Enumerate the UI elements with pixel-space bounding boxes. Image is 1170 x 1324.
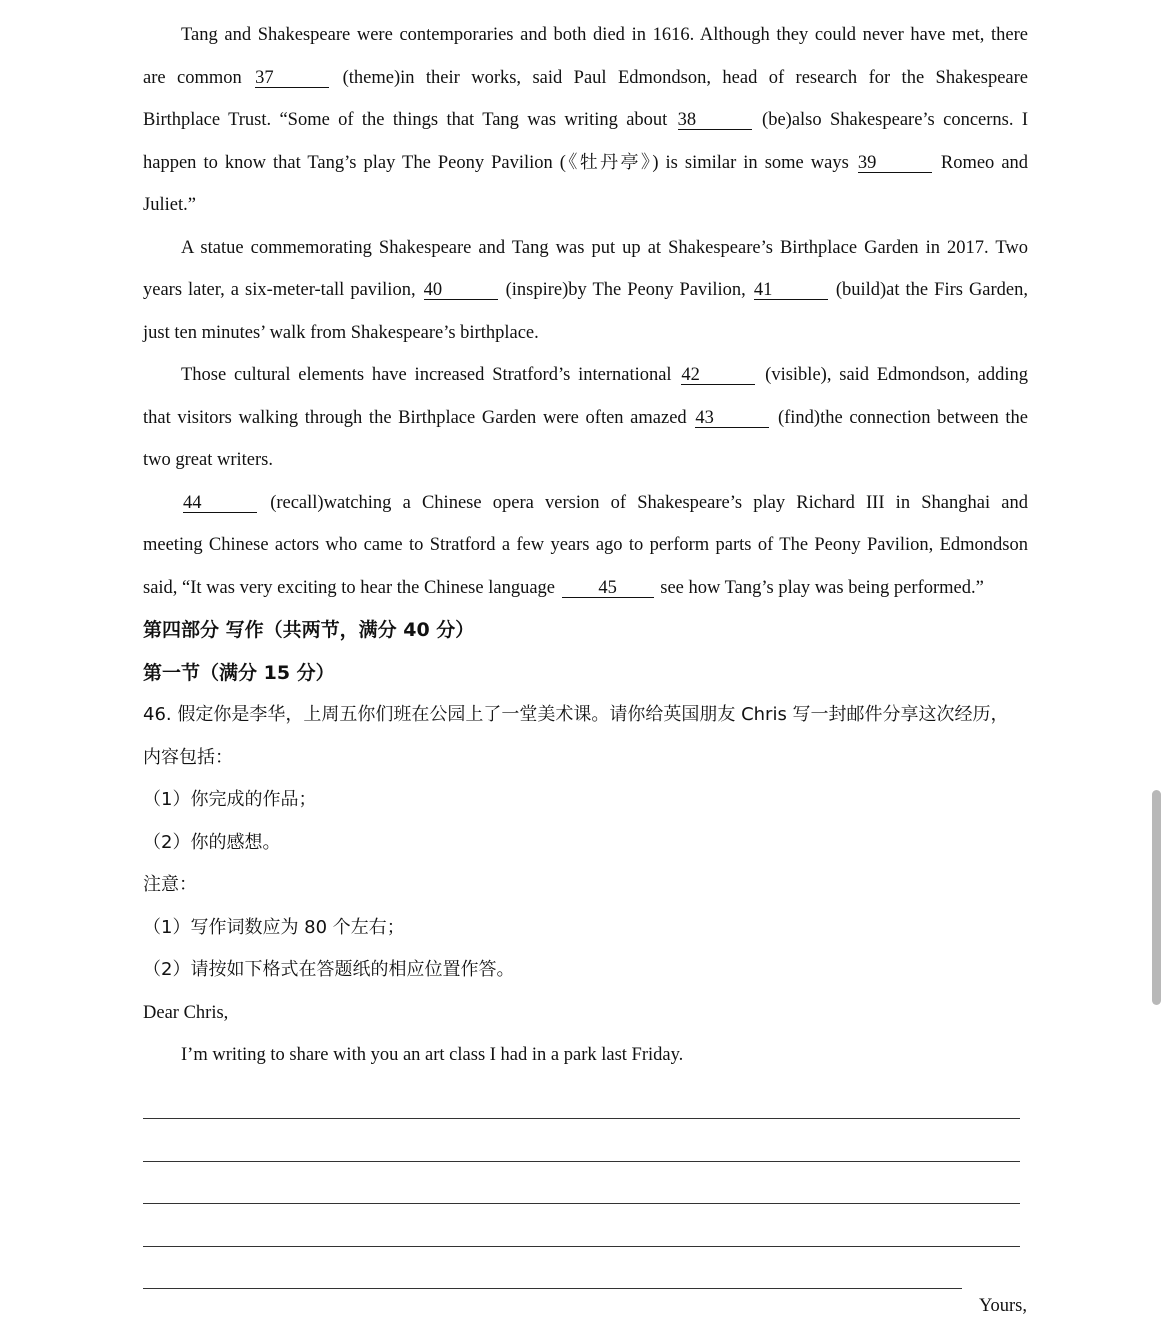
text: (theme)in their works, said Paul Edmondson, head of research for the Shakespeare <box>342 67 1029 88</box>
text: Birthplace Trust. “Some of the things that Tang was writing about <box>143 110 668 130</box>
text: (recall)watching a Chinese opera version of Shakespeare’s play Richard III in Shanghai and <box>270 492 1028 513</box>
text: ) is similar in some ways <box>652 152 849 173</box>
note-item-1: （1）写作词数应为 80 个左右； <box>143 916 405 938</box>
text: (inspire)by The Peony Pavilion, <box>505 280 746 300</box>
p1-line-3 <box>143 99 1028 142</box>
text: Those cultural elements have increased Stratford’s international <box>181 365 672 385</box>
blank-39[interactable]: 39 <box>858 154 932 173</box>
note-item-2: （2）请按如下格式在答题纸的相应位置作答。 <box>143 959 515 980</box>
letter-opening: I’m writing to share with you an art class I had in a park last Friday. <box>181 1045 684 1065</box>
content-item-1: （1）你完成的作品； <box>143 789 317 810</box>
p1-line-2 <box>143 57 1028 100</box>
text: said, “It was very exciting to hear the Chinese language <box>143 577 555 598</box>
section-heading: 第一节（满分 15 分） <box>143 661 335 684</box>
text: just ten minutes’ walk from Shakespeare’s birthplace. <box>143 322 539 343</box>
text: years later, a six-meter-tall pavilion, <box>143 280 416 300</box>
text: (build)at the Firs Garden, <box>835 280 1029 300</box>
text: meeting Chinese actors who came to Stratford a few years ago to perform parts of The Peony Pavilion, Edmondson <box>143 535 1028 555</box>
text: (visible), said Edmondson, adding <box>765 365 1028 385</box>
text: Romeo and <box>940 152 1029 173</box>
text: that visitors walking through the Birthplace Garden were often amazed <box>143 407 687 428</box>
text: Tang and Shakespeare were contemporaries and both died in 1616. Although they could never have met, there <box>181 25 1028 45</box>
text: happen to know that Tang’s play The Peony Pavilion ( <box>143 152 566 173</box>
question-46-line-1: 46. 假定你是李华，上周五你们班在公园上了一堂美术课。请你给英国朋友 Chris 写一封邮件分享这次经历， <box>143 704 1009 725</box>
text: (be)also Shakespeare’s concerns. I <box>762 110 1028 130</box>
question-46-line-2: 内容包括： <box>143 746 233 768</box>
chinese-title: 《牡丹亭》 <box>565 151 653 173</box>
text: are common <box>143 67 242 88</box>
blank-44[interactable]: 44 <box>183 494 257 513</box>
document-page <box>143 14 1028 1289</box>
p4-line-2 <box>143 524 1028 567</box>
p3-line-3 <box>143 439 1028 482</box>
p1-line-1 <box>143 14 1028 57</box>
blank-38[interactable]: 38 <box>678 111 752 130</box>
content-item-2: （2）你的感想。 <box>143 831 281 853</box>
blank-41[interactable]: 41 <box>754 281 828 300</box>
p3-line-2 <box>143 397 1028 440</box>
text: A statue commemorating Shakespeare and Tang was put up at Shakespeare’s Birthplace Garden in 2017. Two <box>181 237 1028 258</box>
text: two great writers. <box>143 450 273 470</box>
blank-37[interactable]: 37 <box>255 69 329 88</box>
part-heading: 第四部分 写作（共两节，满分 40 分） <box>143 619 475 641</box>
vertical-scrollbar-thumb[interactable] <box>1152 790 1161 1005</box>
answer-line[interactable] <box>143 1246 1020 1247</box>
note-label: 注意： <box>143 874 197 895</box>
blank-43[interactable]: 43 <box>695 409 769 428</box>
answer-line[interactable] <box>143 1288 962 1289</box>
answer-line[interactable] <box>143 1161 1020 1162</box>
text: see how Tang’s play was being performed.” <box>660 577 984 598</box>
text: Juliet.” <box>143 195 196 215</box>
p4-line-1 <box>143 482 1028 525</box>
blank-45[interactable]: 45 <box>562 579 654 598</box>
answer-line[interactable] <box>143 1118 1020 1119</box>
p1-line-4 <box>143 142 1028 185</box>
p2-line-1 <box>143 227 1028 270</box>
p4-line-3 <box>143 567 1028 610</box>
p1-line-5 <box>143 184 1028 227</box>
blank-42[interactable]: 42 <box>681 366 755 385</box>
answer-line[interactable] <box>143 1203 1020 1204</box>
letter-salutation: Dear Chris, <box>143 1002 229 1023</box>
p2-line-2 <box>143 269 1028 312</box>
p2-line-3 <box>143 312 1028 355</box>
letter-closing: Yours, <box>979 1296 1027 1316</box>
p3-line-1 <box>143 354 1028 397</box>
text: (find)the connection between the <box>777 407 1028 428</box>
blank-40[interactable]: 40 <box>424 281 498 300</box>
